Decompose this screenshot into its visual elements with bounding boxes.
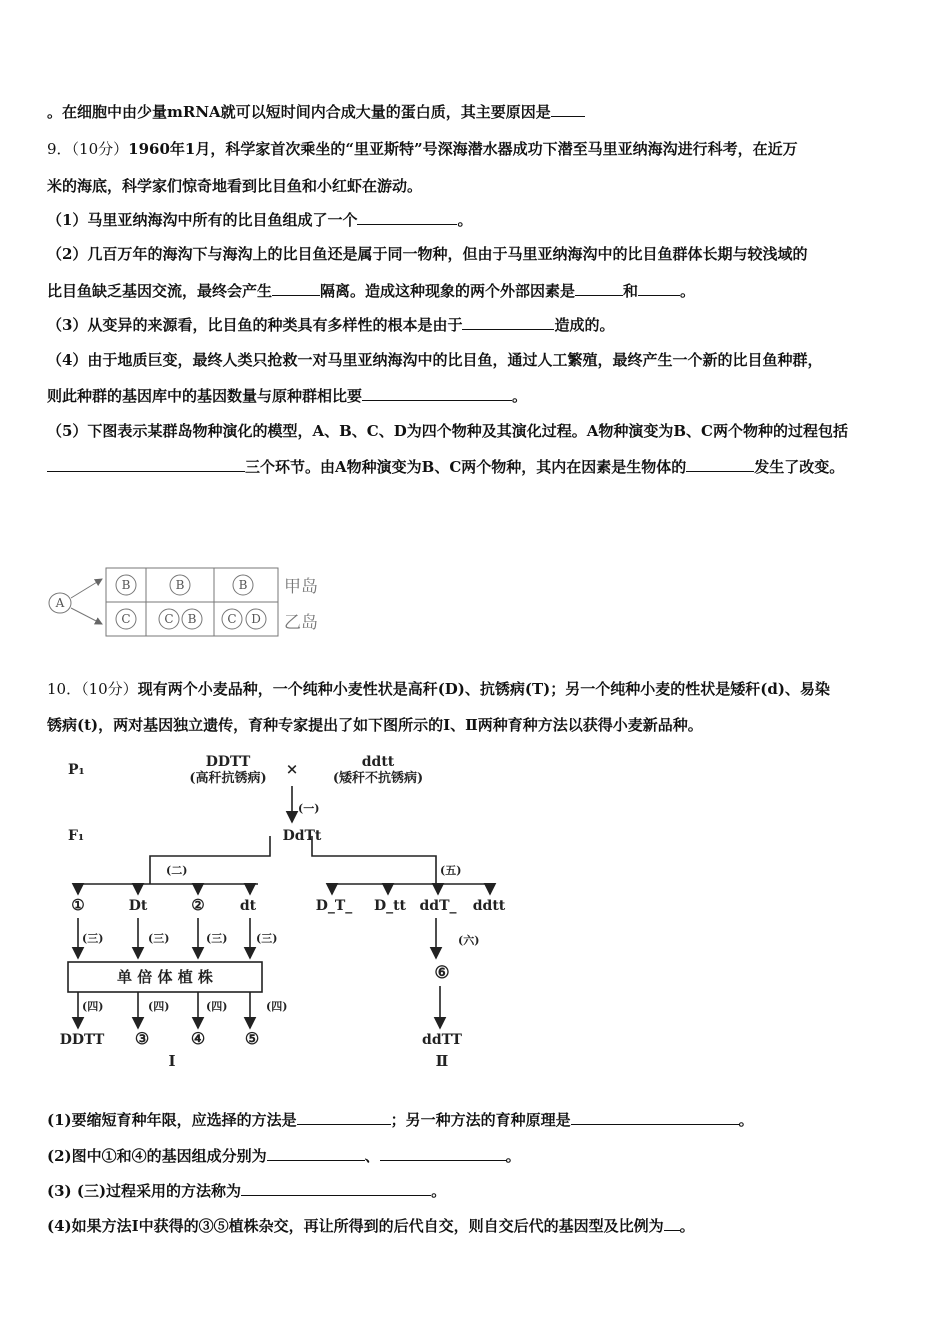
q9-p4-blank[interactable]	[362, 386, 512, 401]
q9-part5-line2	[47, 457, 903, 477]
q8-line	[47, 102, 903, 122]
q10-s3-blank[interactable]	[241, 1181, 431, 1196]
step3-label-1: (三)	[82, 932, 104, 945]
yi-island-label: 乙岛	[284, 613, 318, 633]
cross-symbol: ×	[285, 760, 299, 778]
gamete-1: ①	[71, 896, 85, 914]
result-ddtt-upper: DDTT	[60, 1032, 105, 1048]
q9-p3-blank[interactable]	[462, 315, 554, 330]
q9-p1-end: 。	[457, 211, 473, 229]
haploid-plants-label: 单 倍 体 植 株	[117, 968, 213, 986]
q9-p3-text: （3）从变异的来源看，比目鱼的种类具有多样性的根本是由于	[47, 316, 463, 334]
q9-p5-text-1: （5）下图表示某群岛物种演化的模型，A、B、C、D为四个物种及其演化过程。A物种演变为B、C两个物种的过程包括	[47, 422, 848, 440]
q9-stem-1: 1960年1月，科学家首次乘坐的“里亚斯特”号深海潜水器成功下潜至马里亚纳海沟进行科考，在近万	[128, 140, 798, 158]
step6-label: (六)	[458, 934, 480, 947]
gamete-dt-lower: dt	[239, 898, 257, 914]
q10-s2-mid: 、	[364, 1147, 380, 1165]
q9-p5-blank-2[interactable]	[686, 457, 754, 472]
q9-number: 9．（10分）	[47, 140, 129, 158]
f2-type-1: D_T_	[315, 898, 353, 914]
q10-s2-blank-1[interactable]	[267, 1146, 365, 1161]
q10-s4-text: (4)如果方法Ⅰ中获得的③⑤植株杂交，再让所得到的后代自交，则自交后代的基因型及比例为	[47, 1217, 664, 1235]
step5-label: (五)	[440, 864, 462, 877]
q10-s2-text: (2)图中①和④的基因组成分别为	[47, 1147, 267, 1165]
step4-label-4: (四)	[266, 1000, 288, 1013]
gamete-2: ②	[191, 896, 205, 914]
q9-part4-line1	[47, 350, 903, 370]
step1-label: (一)	[298, 802, 320, 815]
q9-p2-blank-2[interactable]	[575, 281, 623, 296]
island-speciation-diagram	[40, 566, 340, 640]
result-4: ④	[190, 1029, 206, 1048]
method-2-label: Ⅱ	[435, 1052, 449, 1070]
q9-p2-text-a: 比目鱼缺乏基因交流，最终会产生	[47, 282, 273, 300]
yi-cell2-b: B	[187, 612, 197, 626]
f1-label: F₁	[68, 828, 85, 844]
q9-part4-line2	[47, 386, 903, 406]
q9-part3	[47, 315, 903, 335]
q9-p5-text-b: 发生了改变。	[754, 458, 845, 476]
selected-6: ⑥	[434, 963, 450, 983]
breeding-diagram	[60, 748, 530, 1073]
q10-s1-text: (1)要缩短育种年限，应选择的方法是	[47, 1111, 297, 1129]
step3-label-3: (三)	[206, 932, 228, 945]
step4-label-3: (四)	[206, 1000, 228, 1013]
q9-p4-text-2: 则此种群的基因库中的基因数量与原种群相比要	[47, 387, 363, 405]
q10-sub3	[47, 1181, 903, 1201]
q9-p5-blank-1[interactable]	[47, 457, 245, 472]
f1-genotype: DdTt	[282, 828, 322, 844]
q9-p5-text-a: 三个环节。由A物种演变为B、C两个物种，其内在因素是生物体的	[245, 458, 687, 476]
arrow-to-yi	[71, 608, 102, 624]
q9-line2	[47, 176, 903, 196]
jia-cell1-b: B	[121, 578, 131, 592]
parent1-trait: (高秆抗锈病)	[189, 771, 267, 786]
q10-sub2	[47, 1146, 903, 1166]
step3-label-4: (三)	[256, 932, 278, 945]
step4-label-2: (四)	[148, 1000, 170, 1013]
yi-cell2-c: C	[164, 612, 174, 626]
q10-number: 10．（10分）	[47, 680, 138, 698]
arrow-to-jia	[71, 579, 102, 598]
p1-label: P₁	[68, 762, 85, 778]
q9-p4-text-1: （4）由于地质巨变，最终人类只抢救一对马里亚纳海沟中的比目鱼，通过人工繁殖，最终产生一个新的比目鱼种群，	[47, 351, 823, 369]
q9-p2-text-b: 隔离。造成这种现象的两个外部因素是	[320, 282, 576, 300]
parent1-genotype: DDTT	[205, 754, 251, 770]
step3-label-2: (三)	[148, 932, 170, 945]
result-ddtt-method2: ddTT	[422, 1032, 462, 1048]
q9-p2-blank-3[interactable]	[638, 281, 680, 296]
parent2-trait: (矮秆不抗锈病)	[332, 771, 424, 786]
q10-s4-end: 。	[679, 1217, 695, 1235]
step4-label-1: (四)	[82, 1000, 104, 1013]
q10-stem-1: 现有两个小麦品种，一个纯种小麦性状是高秆(D)、抗锈病(T)；另一个纯种小麦的性状是矮秆(d)、易染	[137, 680, 830, 698]
q10-s1-end: 。	[738, 1111, 754, 1129]
q9-p3-end: 造成的。	[554, 316, 615, 334]
q10-sub1	[47, 1110, 903, 1130]
step2-label: (二)	[166, 864, 188, 877]
q9-line1	[47, 139, 903, 159]
method-1-label: Ⅰ	[168, 1052, 176, 1070]
q10-s3-end: 。	[431, 1182, 447, 1200]
q10-s1-blank-2[interactable]	[571, 1110, 739, 1125]
q10-s2-end: 。	[505, 1147, 521, 1165]
result-5: ⑤	[244, 1029, 260, 1048]
result-3: ③	[134, 1029, 150, 1048]
q10-s1-blank-1[interactable]	[297, 1110, 391, 1125]
yi-cell3-d: D	[251, 612, 261, 626]
q9-part2-line1	[47, 244, 903, 264]
yi-cell1-c: C	[121, 612, 131, 626]
q10-s4-blank[interactable]	[664, 1216, 680, 1231]
q8-text: 。在细胞中由少量mRNA就可以短时间内合成大量的蛋白质，其主要原因是	[47, 103, 551, 121]
gamete-dt-upper: Dt	[128, 898, 148, 914]
q9-p2-text-1: （2）几百万年的海沟下与海沟上的比目鱼还是属于同一物种，但由于马里亚纳海沟中的比目鱼群体长期与较浅域的	[47, 245, 808, 263]
q9-stem-2: 米的海底，科学家们惊奇地看到比目鱼和小红虾在游动。	[47, 177, 423, 195]
q9-part1	[47, 210, 903, 230]
q10-line1	[47, 679, 903, 699]
q10-s2-blank-2[interactable]	[380, 1146, 506, 1161]
jia-island-label: 甲岛	[284, 577, 318, 597]
species-a-label: A	[55, 596, 65, 610]
q10-s1-mid: ；另一种方法的育种原理是	[390, 1111, 571, 1129]
q10-s3-text: (3) (三)过程采用的方法称为	[47, 1182, 242, 1200]
yi-cell3-c: C	[227, 612, 237, 626]
q8-blank[interactable]	[551, 102, 585, 117]
jia-cell2-b: B	[175, 578, 185, 592]
jia-cell3-b: B	[238, 578, 248, 592]
f2-type-4: ddtt	[472, 898, 506, 914]
q9-p1-blank[interactable]	[357, 210, 457, 225]
q10-sub4	[47, 1216, 903, 1236]
f2-type-2: D_tt	[373, 898, 407, 914]
parent2-genotype: ddtt	[361, 754, 395, 770]
q10-stem-2: 锈病(t)，两对基因独立遗传，育种专家提出了如下图所示的Ⅰ、Ⅱ两种育种方法以获得小麦新品种。	[47, 716, 703, 734]
q9-p2-blank-1[interactable]	[272, 281, 320, 296]
q9-part2-line2	[47, 281, 903, 301]
q9-p2-text-c: 和	[623, 282, 639, 300]
q9-part5-line1	[47, 421, 903, 441]
q10-line2	[47, 715, 903, 735]
q9-p2-text-d: 。	[680, 282, 696, 300]
q9-p1-text: （1）马里亚纳海沟中所有的比目鱼组成了一个	[47, 211, 358, 229]
q9-p4-end: 。	[512, 387, 528, 405]
f2-type-3: ddT_	[419, 898, 457, 914]
